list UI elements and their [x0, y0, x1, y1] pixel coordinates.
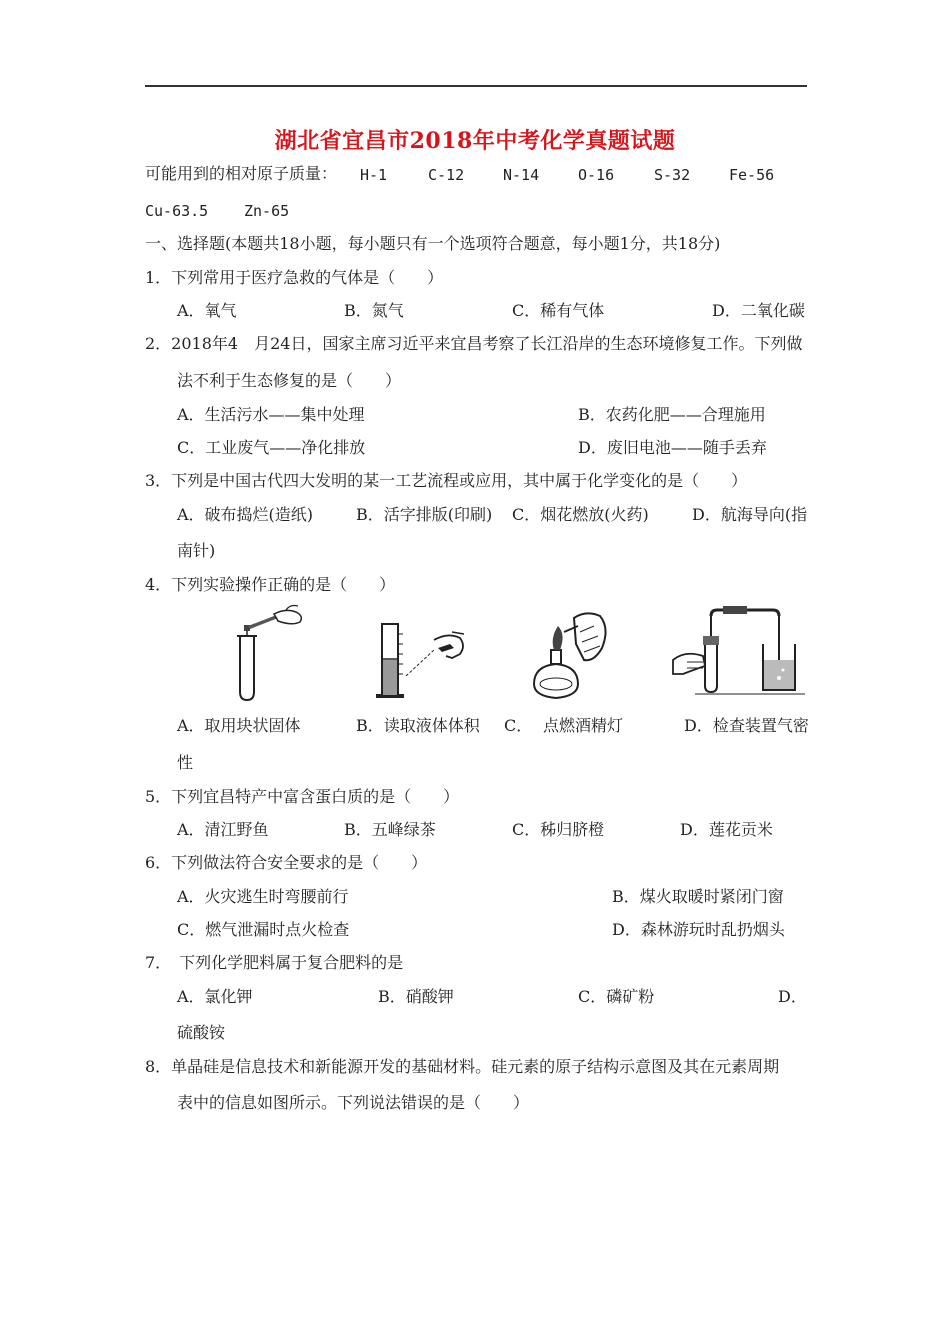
q2-stem-line2: 法不利于生态修复的是（ ） [177, 371, 402, 390]
q2-stem-line1: 2．2018年4 月24日，国家主席习近平来宜昌考察了长江沿岸的生态环境修复工作。下列做 [145, 334, 803, 353]
q1-option-d: D．二氧化碳 [712, 301, 805, 320]
q5-option-c: C．秭归脐橙 [512, 820, 605, 839]
q1-option-c: C．稀有气体 [512, 301, 605, 320]
q2-option-a: A．生活污水——集中处理 [177, 405, 365, 424]
atomic-mass-n: N-14 [503, 166, 540, 184]
q6-option-d: D．森林游玩时乱扔烟头 [612, 920, 785, 939]
q4-option-d-cont: 性 [177, 753, 194, 772]
q2-option-d: D．废旧电池——随手丢弃 [578, 438, 767, 457]
q7-option-c: C．磷矿粉 [578, 987, 655, 1006]
atomic-mass-fe: Fe-56 [729, 166, 775, 184]
atomic-mass-c: C-12 [428, 166, 465, 184]
alcohol-lamp-icon [520, 604, 620, 704]
q7-stem: 7． 下列化学肥料属于复合肥料的是 [145, 953, 404, 972]
q2-option-c: C．工业废气——净化排放 [177, 438, 366, 457]
atomic-mass-cu: Cu-63.5 [145, 202, 209, 220]
atomic-mass-s: S-32 [654, 166, 691, 184]
airtightness-apparatus-icon [665, 604, 810, 699]
atomic-mass-h: H-1 [360, 166, 388, 184]
q4-option-c-text: 点燃酒精灯 [543, 716, 624, 735]
q8-stem-line2: 表中的信息如图所示。下列说法错误的是（ ） [177, 1093, 530, 1112]
q1-stem: 1．下列常用于医疗急救的气体是（ ） [145, 268, 444, 287]
q3-option-a: A．破布捣烂(造纸) [177, 505, 314, 524]
q3-option-d-cont: 南针) [177, 541, 216, 560]
q4-option-d: D．检查装置气密 [684, 716, 809, 735]
q5-option-d: D．莲花贡米 [680, 820, 773, 839]
q6-option-c: C．燃气泄漏时点火检查 [177, 920, 350, 939]
q1-option-b: B．氮气 [344, 301, 404, 320]
header-rule [145, 85, 807, 87]
q3-stem: 3．下列是中国古代四大发明的某一工艺流程或应用，其中属于化学变化的是（ ） [145, 471, 748, 490]
atomic-mass-label: 可能用到的相对原子质量： [145, 164, 338, 183]
q5-option-a: A．清江野鱼 [177, 820, 269, 839]
q3-option-d: D．航海导向(指 [692, 505, 808, 524]
q2-option-b: B．农药化肥——合理施用 [578, 405, 766, 424]
atomic-mass-zn: Zn-65 [244, 202, 290, 220]
atomic-mass-o: O-16 [578, 166, 615, 184]
q3-option-c: C．烟花燃放(火药) [512, 505, 649, 524]
q8-stem-line1: 8．单晶硅是信息技术和新能源开发的基础材料。硅元素的原子结构示意图及其在元素周期 [145, 1057, 780, 1076]
figure-d-airtightness [665, 604, 810, 703]
q5-stem: 5．下列宜昌特产中富含蛋白质的是（ ） [145, 787, 460, 806]
page-title: 湖北省宜昌市2018年中考化学真题试题 [274, 128, 676, 154]
q4-option-a: A．取用块状固体 [177, 716, 301, 735]
q5-option-b: B．五峰绿茶 [344, 820, 436, 839]
q4-option-c: C． [504, 716, 533, 735]
figure-a-test-tube [226, 604, 316, 708]
graduated-cylinder-icon [368, 604, 478, 704]
figure-c-alcohol-lamp [520, 604, 620, 708]
q4-option-b: B．读取液体体积 [356, 716, 480, 735]
q6-stem: 6．下列做法符合安全要求的是（ ） [145, 853, 428, 872]
section-heading: 一、选择题(本题共18小题，每小题只有一个选项符合题意，每小题1分，共18分) [145, 234, 721, 253]
q6-option-a: A．火灾逃生时弯腰前行 [177, 887, 349, 906]
q7-option-d-cont: 硫酸铵 [177, 1023, 226, 1042]
q7-option-a: A．氯化钾 [177, 987, 253, 1006]
q3-option-b: B．活字排版(印刷) [356, 505, 493, 524]
test-tube-tweezers-icon [226, 604, 316, 704]
q4-stem: 4．下列实验操作正确的是（ ） [145, 575, 396, 594]
q7-option-d: D． [778, 987, 807, 1006]
figure-b-cylinder [368, 604, 478, 708]
q1-option-a: A．氧气 [177, 301, 237, 320]
q7-option-b: B．硝酸钾 [378, 987, 454, 1006]
q6-option-b: B．煤火取暖时紧闭门窗 [612, 887, 784, 906]
